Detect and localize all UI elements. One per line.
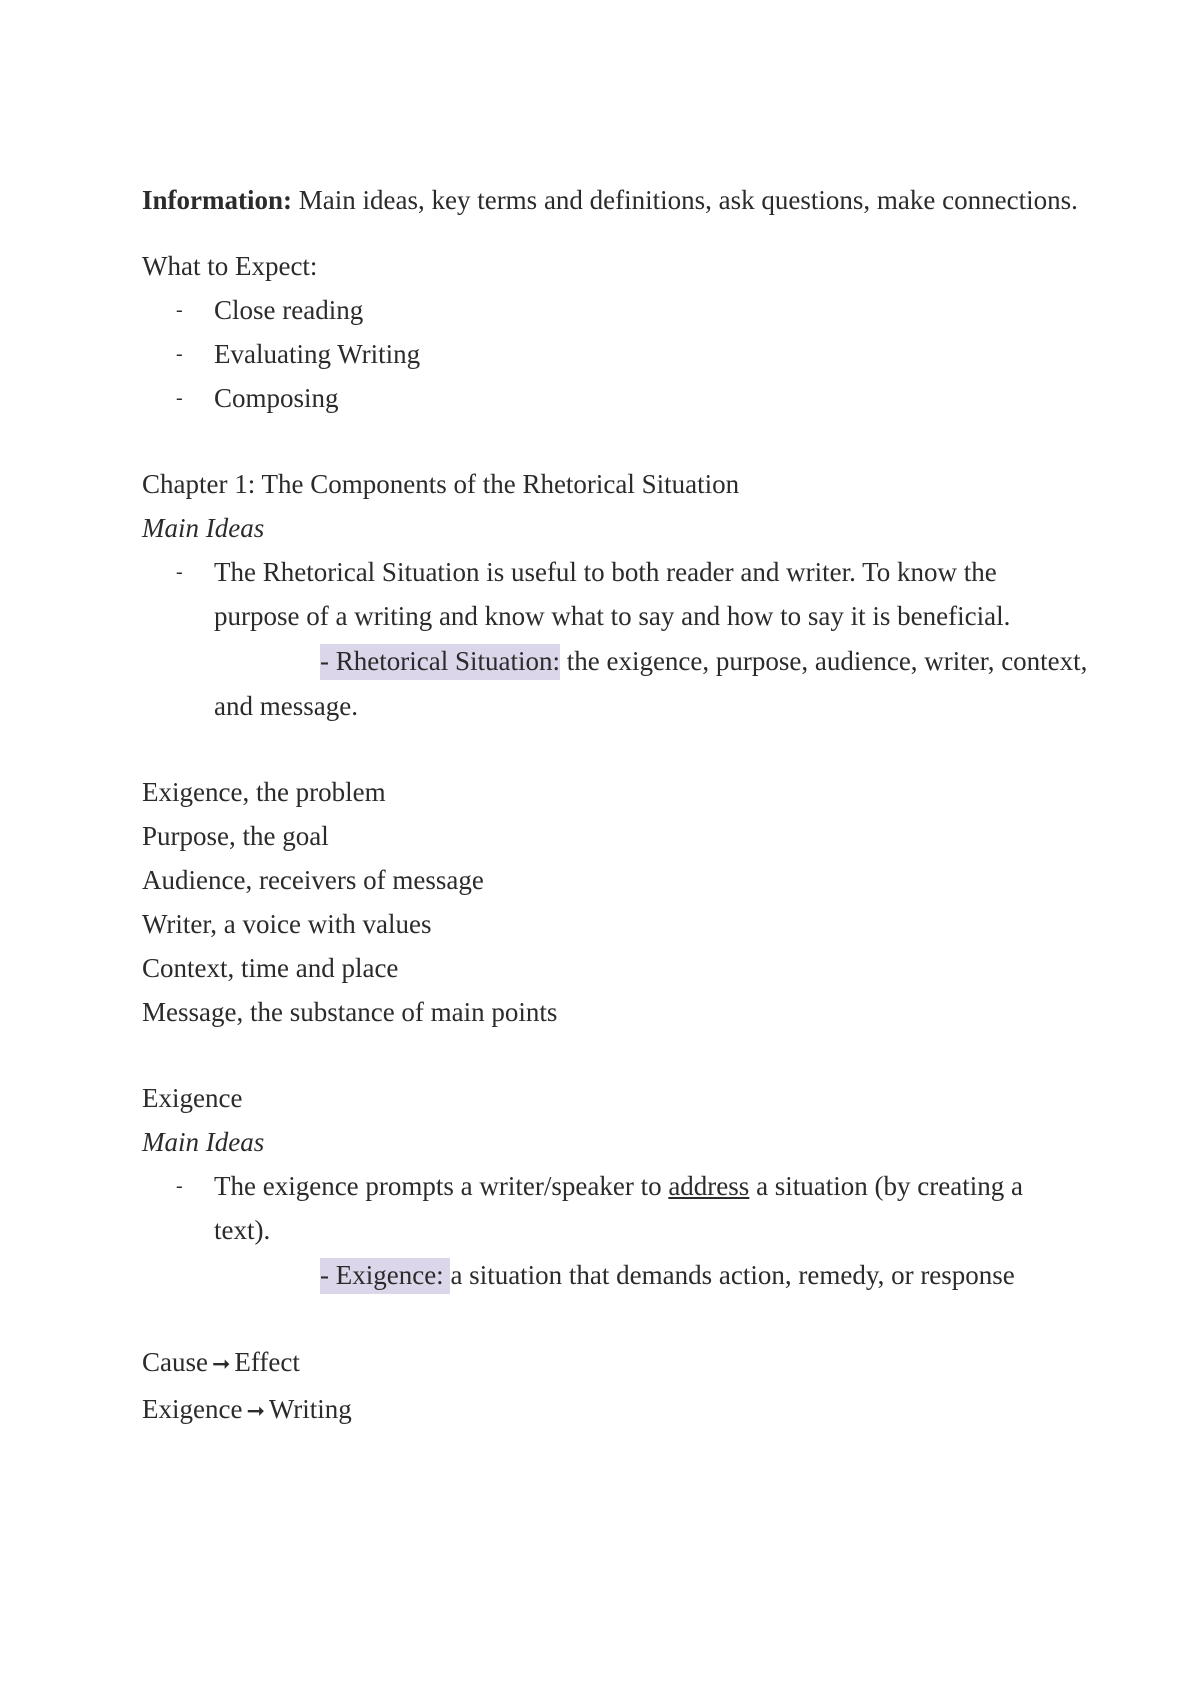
definition-rhetorical-situation <box>142 638 1088 684</box>
relation-line <box>142 1387 1072 1434</box>
list-item <box>142 550 1072 638</box>
list-item <box>142 332 1072 376</box>
component-line: Exigence, the problem <box>142 777 386 807</box>
list-item <box>142 376 1072 420</box>
list-item <box>142 288 1072 332</box>
component-line: Purpose, the goal <box>142 821 329 851</box>
document-page <box>142 178 1088 1434</box>
relation-left: Cause <box>142 1347 208 1377</box>
highlighted-term: - Rhetorical Situation: <box>320 644 560 680</box>
component-line: Message, the substance of main points <box>142 997 558 1027</box>
component-line: Writer, a voice with values <box>142 909 432 939</box>
underlined-word: address <box>668 1171 750 1201</box>
dash-bullet: - <box>176 299 183 321</box>
main-ideas-heading: Main Ideas <box>142 513 265 543</box>
list-item-text: Evaluating Writing <box>214 339 421 369</box>
list-item <box>142 1164 1072 1252</box>
relation-right: Effect <box>234 1347 300 1377</box>
relations-list <box>142 1340 1072 1434</box>
definition-text: a situation that demands action, remedy, or response <box>450 1260 1015 1290</box>
list-item-text: The Rhetorical Situation is useful to both reader and writer. To know the purpose of a writing and know what to say and how to say it is beneficial. <box>214 557 1011 631</box>
component-line: Context, time and place <box>142 953 399 983</box>
point-text: a situation (by creating a text). <box>214 1171 1023 1245</box>
dash-bullet: - <box>176 387 183 409</box>
relation-line <box>142 1340 1072 1387</box>
point-text: The exigence prompts a writer/speaker to <box>214 1171 669 1201</box>
dash-bullet: - <box>176 343 183 365</box>
what-to-expect-heading: What to Expect: <box>142 251 318 281</box>
expect-list <box>142 288 1072 420</box>
highlighted-term: - Exigence: <box>320 1258 450 1294</box>
information-line <box>142 178 1078 222</box>
definition-exigence <box>142 1252 1072 1298</box>
relation-left: Exigence <box>142 1394 243 1424</box>
dash-bullet: - <box>176 561 183 583</box>
information-label: Information: <box>142 185 292 215</box>
right-arrow-icon: ➞ <box>211 1352 231 1377</box>
chapter-points <box>142 550 1072 638</box>
list-item-text: Composing <box>214 383 339 413</box>
exigence-points <box>142 1164 1072 1252</box>
chapter-title: Chapter 1: The Components of the Rhetorical Situation <box>142 469 740 499</box>
components-list <box>142 770 1072 1034</box>
right-arrow-icon: ➞ <box>246 1399 265 1424</box>
main-ideas-heading: Main Ideas <box>142 1127 265 1157</box>
relation-right: Writing <box>268 1394 352 1424</box>
exigence-title: Exigence <box>142 1083 243 1113</box>
list-item-text: Close reading <box>214 295 364 325</box>
dash-bullet: - <box>176 1175 183 1197</box>
information-text: Main ideas, key terms and definitions, ask questions, make connections. <box>292 185 1078 215</box>
definition-text: the exigence, purpose, audience, writer, context, <box>559 646 1088 676</box>
definition-continuation: and message. <box>214 691 358 721</box>
component-line: Audience, receivers of message <box>142 865 484 895</box>
